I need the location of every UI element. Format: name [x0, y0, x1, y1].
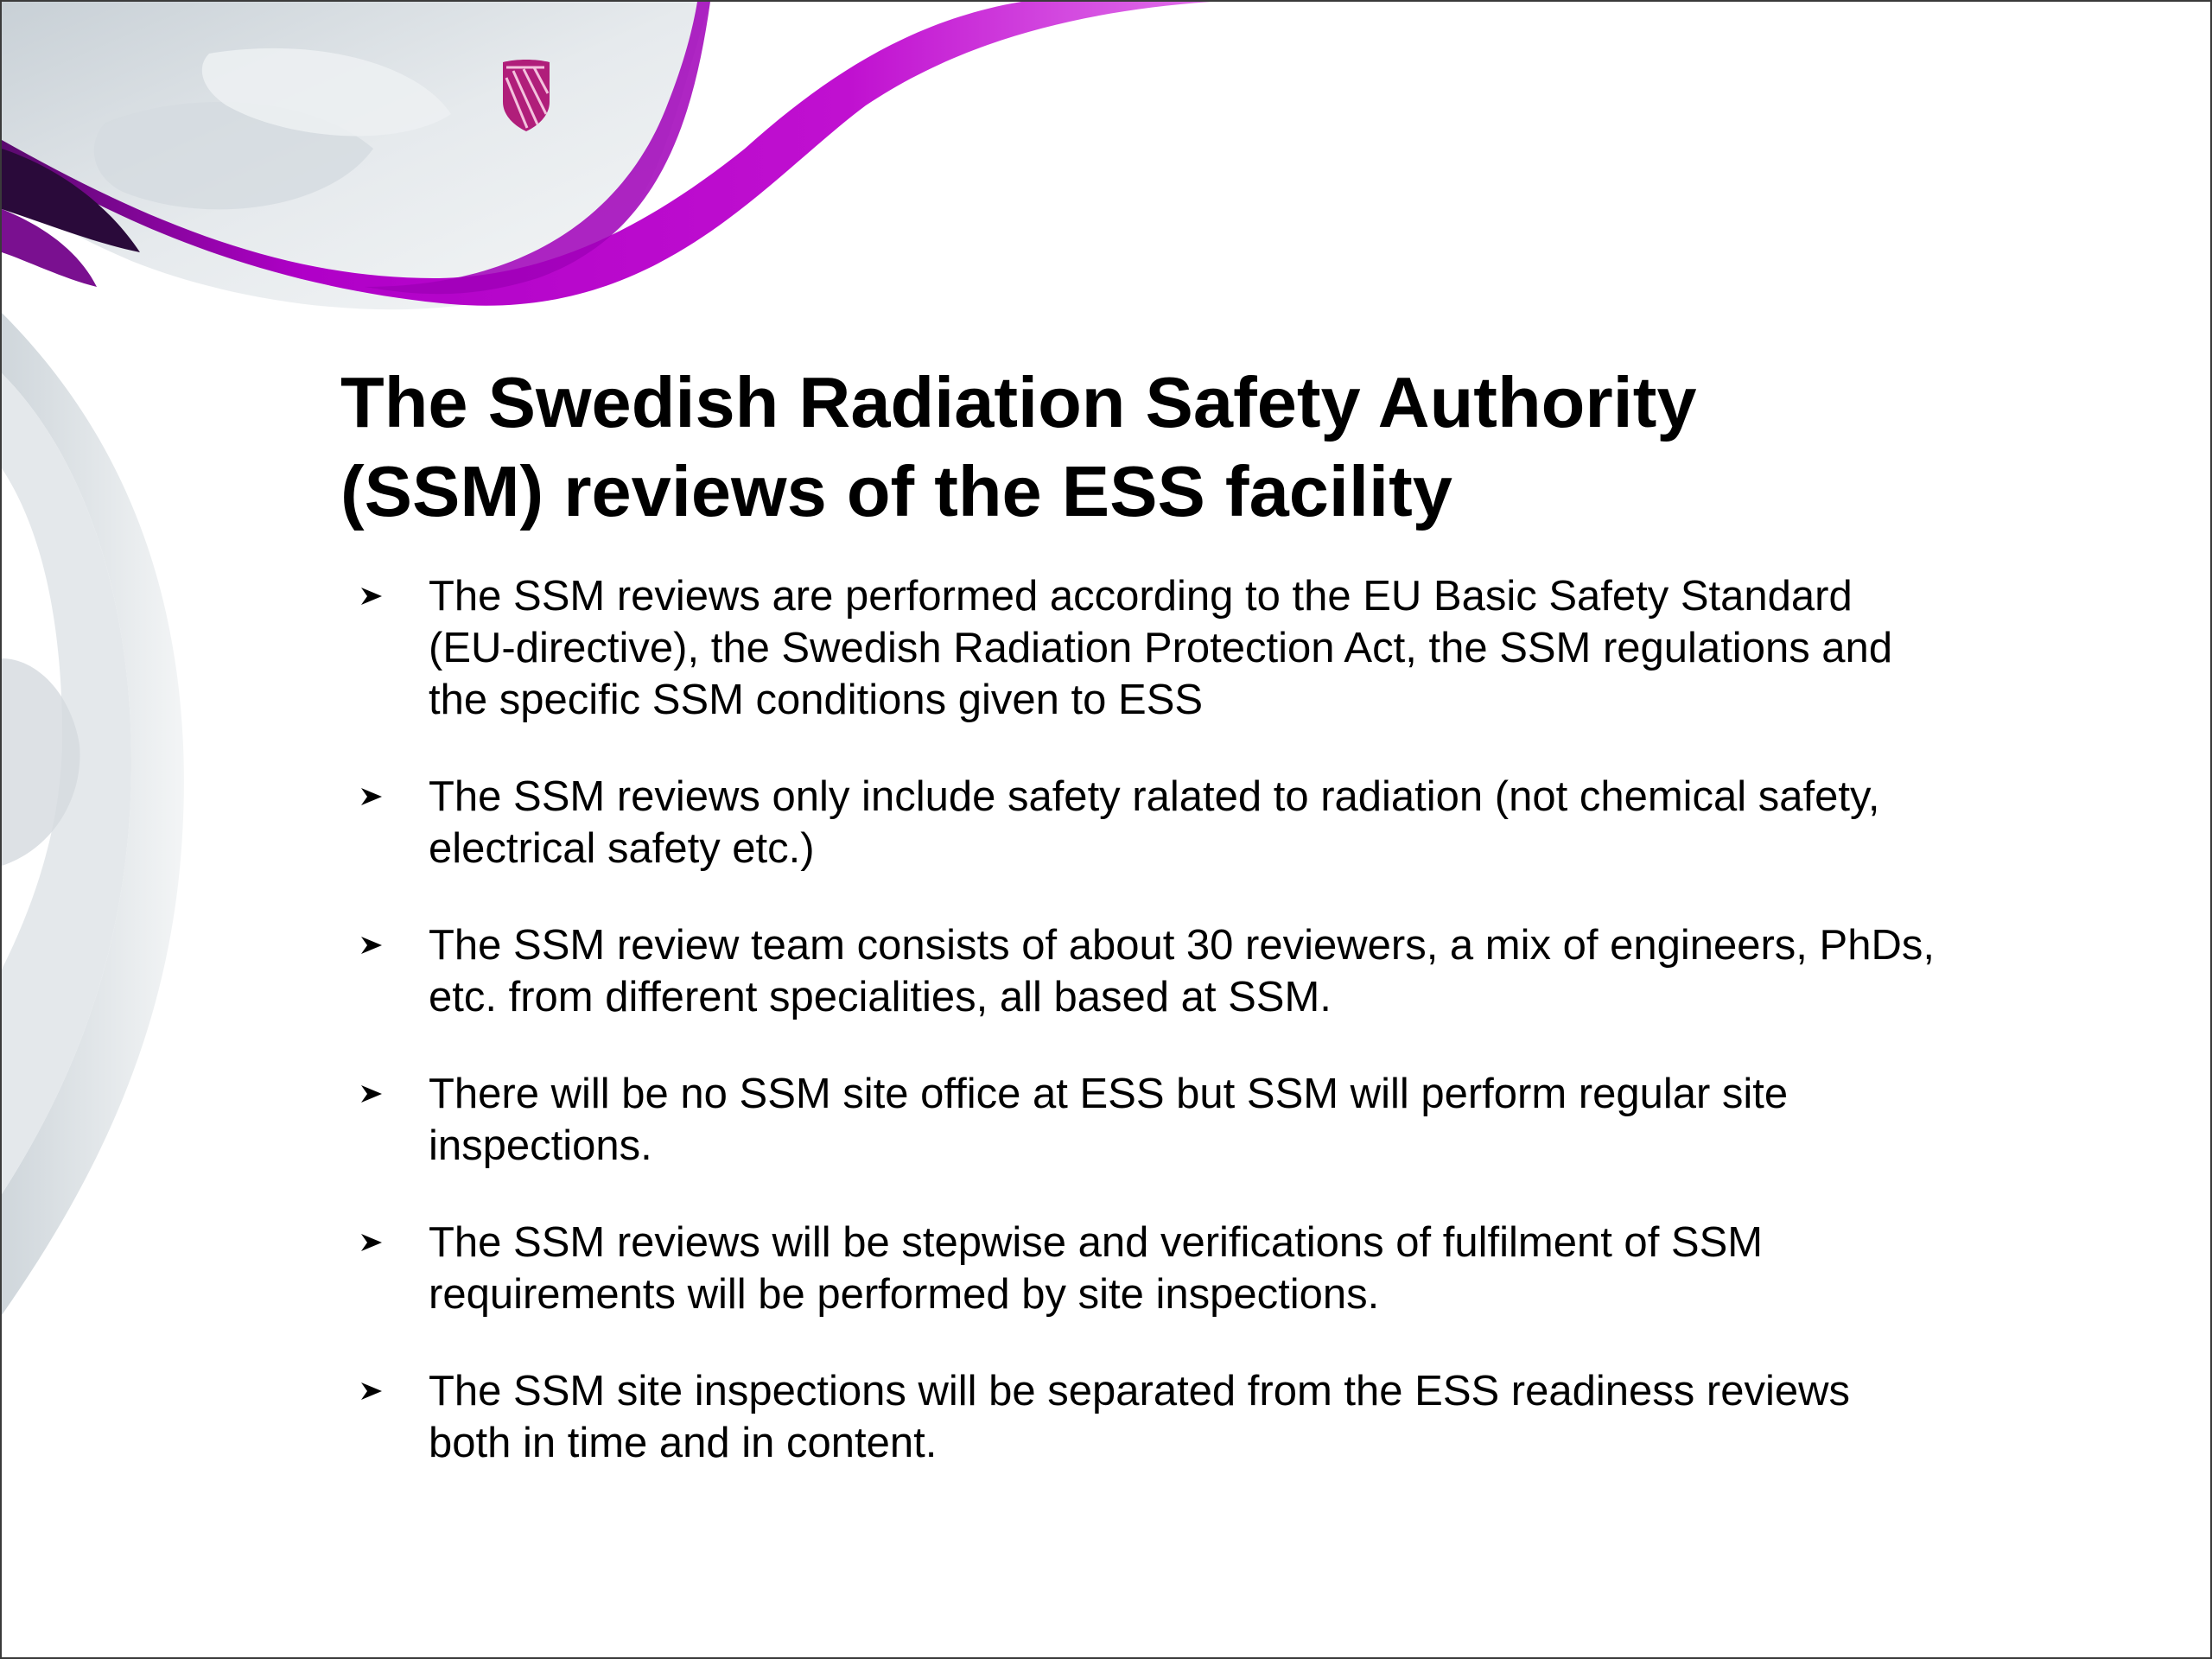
- list-item: [356, 570, 1937, 726]
- bullet-text: The SSM reviews only include safety ralated to radiation (not chemical safety, electrical safety etc.): [429, 773, 1880, 872]
- shield-logo-icon: [501, 59, 551, 131]
- bullet-text: The SSM reviews will be stepwise and verifications of fulfilment of SSM requirements will be performed by site inspections.: [429, 1219, 1764, 1318]
- list-item: [356, 1068, 1937, 1172]
- title-line-2: (SSM) reviews of the ESS facility: [340, 451, 1452, 531]
- title-line-1: The Swedish Radiation Safety Authority: [340, 362, 1697, 442]
- bullet-text: The SSM review team consists of about 30 reviewers, a mix of engineers, PhDs, etc. from different specialities, all based at SSM.: [429, 922, 1935, 1020]
- bullet-text: The SSM site inspections will be separated from the ESS readiness reviews both in time and in content.: [429, 1368, 1850, 1466]
- list-item: [356, 771, 1937, 874]
- bullet-text: There will be no SSM site office at ESS but SSM will perform regular site inspections.: [429, 1071, 1789, 1169]
- arrowhead-bullet-icon: [359, 1379, 384, 1403]
- list-item: [356, 1365, 1937, 1469]
- arrowhead-bullet-icon: [359, 785, 384, 809]
- slide-title: [340, 358, 1982, 536]
- list-item: [356, 1217, 1937, 1320]
- arrowhead-bullet-icon: [359, 584, 384, 608]
- bullet-list: [356, 570, 1937, 1514]
- arrowhead-bullet-icon: [359, 1082, 384, 1106]
- arrowhead-bullet-icon: [359, 933, 384, 957]
- arrowhead-bullet-icon: [359, 1230, 384, 1255]
- bullet-text: The SSM reviews are performed according to the EU Basic Safety Standard (EU-directive), the Swedish Radiation Protection Act, the SSM regulations and the specific SSM conditions given to ESS: [429, 573, 1893, 723]
- list-item: [356, 919, 1937, 1023]
